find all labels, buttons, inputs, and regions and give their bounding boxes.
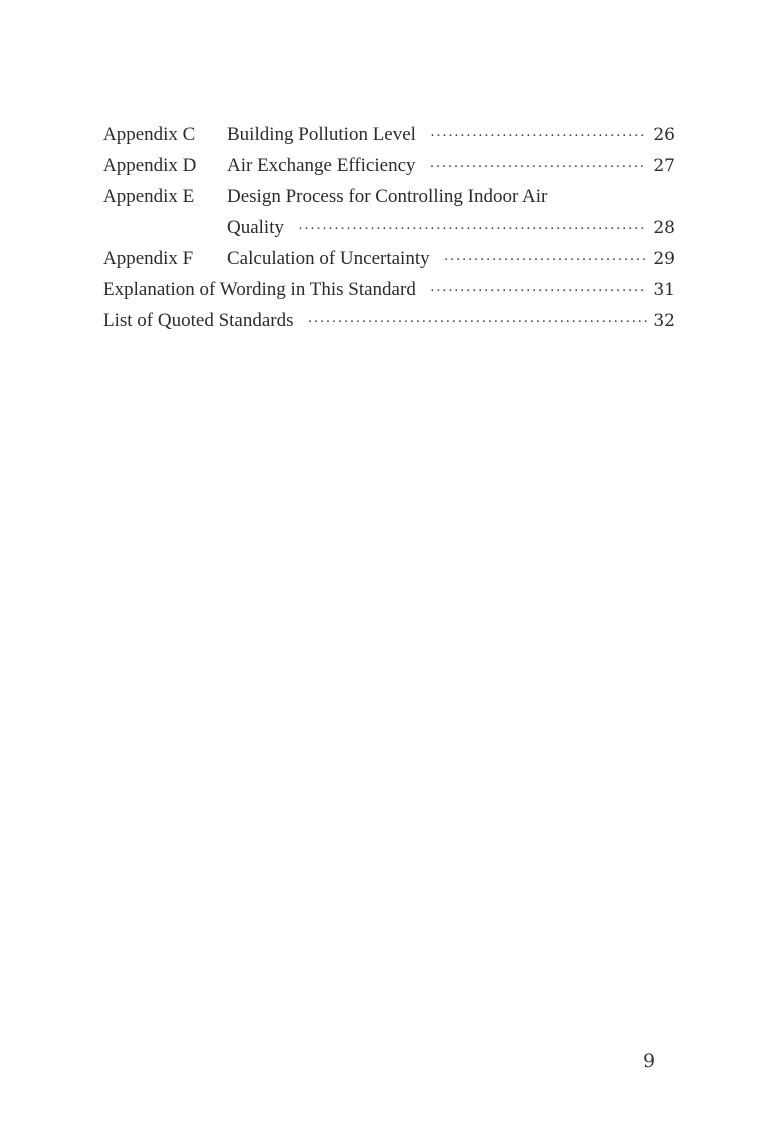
toc-entry-label: Appendix F [103, 248, 194, 269]
toc-entry-page: 27 [653, 156, 675, 176]
toc-entry-page: 26 [653, 125, 675, 145]
dot-leader [298, 214, 647, 245]
toc-entry-page: 29 [653, 249, 675, 269]
dot-leader [430, 121, 647, 152]
table-of-contents [103, 119, 675, 336]
dot-leader [430, 276, 647, 307]
toc-entry-title: List of Quoted Standards [103, 310, 294, 331]
toc-entry-appendix-d[interactable] [103, 150, 675, 181]
toc-entry-explanation-of-wording[interactable] [103, 274, 675, 305]
toc-entry-title: Calculation of Uncertainty [227, 248, 430, 269]
dot-leader [430, 152, 647, 183]
dot-leader [308, 307, 647, 338]
toc-entry-title: Design Process for Controlling Indoor Air [227, 186, 548, 207]
toc-entry-appendix-e-continued[interactable] [103, 212, 675, 243]
page-number: 9 [643, 1050, 656, 1072]
dot-leader [444, 245, 647, 276]
toc-entry-page: 32 [653, 311, 675, 331]
toc-entry-list-of-quoted-standards[interactable] [103, 305, 675, 336]
toc-entry-appendix-f[interactable] [103, 243, 675, 274]
toc-entry-label: Appendix C [103, 124, 196, 145]
toc-entry-title: Building Pollution Level [227, 124, 416, 145]
toc-entry-label: Appendix D [103, 155, 197, 176]
toc-entry-page: 28 [653, 218, 675, 238]
toc-entry-label: Appendix E [103, 186, 195, 207]
toc-entry-title: Explanation of Wording in This Standard [103, 279, 416, 300]
toc-entry-title: Air Exchange Efficiency [227, 155, 416, 176]
toc-entry-appendix-c[interactable] [103, 119, 675, 150]
toc-entry-page: 31 [653, 280, 675, 300]
toc-entry-appendix-e[interactable] [103, 181, 675, 212]
toc-entry-title-continued: Quality [227, 217, 284, 238]
